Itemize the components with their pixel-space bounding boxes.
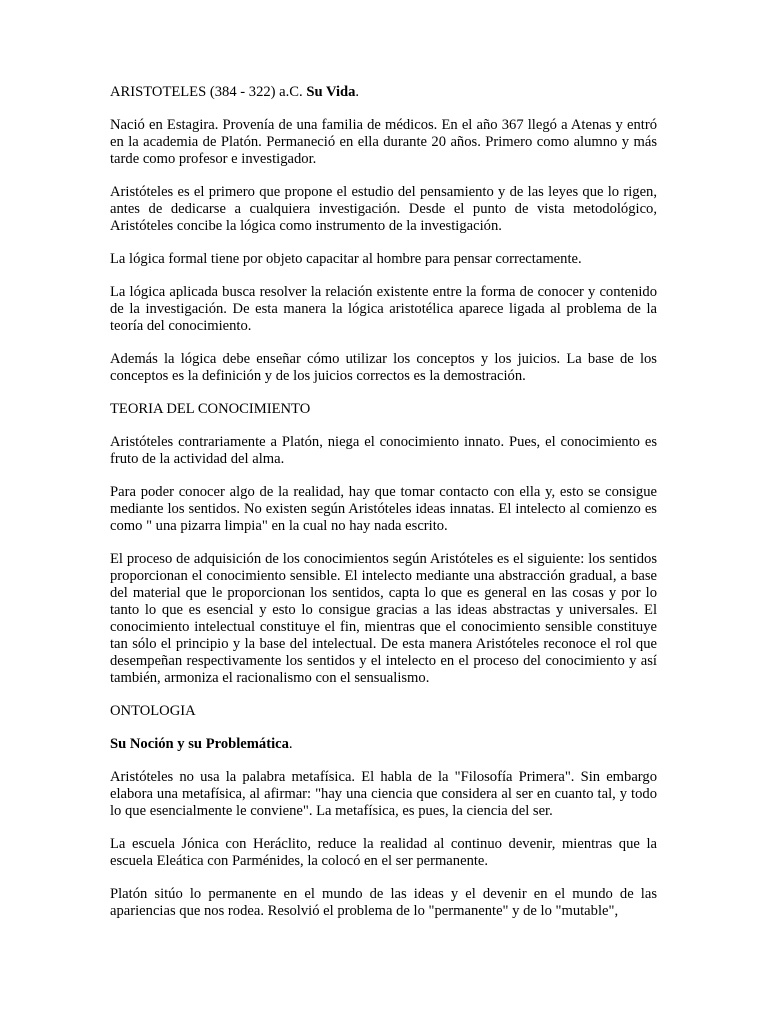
section-heading: TEORIA DEL CONOCIMIENTO — [110, 401, 311, 417]
paragraph: El proceso de adquisición de los conocimientos según Aristóteles es el siguiente: los sentidos proporcionan el conocimiento sensible. El intelecto mediante una abstracción gradual, a base del material que le proporcionan los sentidos, capta lo que es general en las cosas y por lo tanto lo que es esencial y esto lo consigue gracias a las ideas abstractas y universales. El conocimiento intelectual constituye el fin, mientras que el conocimiento sensible constituye tan sólo el principio y la base del intelectual. De esta manera Aristóteles reconoce el rol que desempeñan respectivamente los sentidos y el intelecto en el proceso del conocimiento y así también, armoniza el racionalismo con el sensualismo. — [110, 551, 657, 686]
paragraph: La lógica formal tiene por objeto capacitar al hombre para pensar correctamente. — [110, 251, 582, 267]
subheading-suffix: . — [288, 736, 293, 752]
title-line — [110, 84, 657, 101]
paragraph: La lógica aplicada busca resolver la relación existente entre la forma de conocer y contenido de la investigación. De esta manera la lógica aristotélica aparece ligada al problema de la teoría del conocimiento. — [110, 284, 657, 334]
section-heading: ONTOLOGIA — [110, 703, 196, 719]
subheading-bold: Su Noción y su Problemática — [110, 736, 289, 752]
subheading — [110, 736, 657, 753]
title-suffix: . — [355, 84, 360, 100]
title-prefix: ARISTOTELES (384 - 322) a.C. — [110, 84, 307, 100]
paragraph: La escuela Jónica con Heráclito, reduce la realidad al continuo devenir, mientras que la escuela Eleática con Parménides, la colocó en el ser permanente. — [110, 836, 657, 869]
paragraph: Para poder conocer algo de la realidad, hay que tomar contacto con ella y, esto se consigue mediante los sentidos. No existen según Aristóteles ideas innatas. El intelecto al comienzo es como " una pizarra limpia" en la cual no hay nada escrito. — [110, 484, 657, 534]
paragraph: Aristóteles contrariamente a Platón, niega el conocimiento innato. Pues, el conocimiento es fruto de la actividad del alma. — [110, 434, 657, 467]
paragraph: Platón sitúo lo permanente en el mundo de las ideas y el devenir en el mundo de las apariencias que nos rodea. Resolvió el problema de lo "permanente" y de lo "mutable", — [110, 886, 657, 919]
paragraph: Aristóteles no usa la palabra metafísica. El habla de la "Filosofía Primera". Sin embargo elabora una metafísica, al afirmar: "hay una ciencia que considera al ser en cuanto tal, y todo lo que esencialmente le conviene". La metafísica, es pues, la ciencia del ser. — [110, 769, 657, 819]
paragraph: Aristóteles es el primero que propone el estudio del pensamiento y de las leyes que lo rigen, antes de dedicarse a cualquiera investigación. Desde el punto de vista metodológico, Aristóteles concibe la lógica como instrumento de la investigación. — [110, 184, 657, 234]
paragraph: Además la lógica debe enseñar cómo utilizar los conceptos y los juicios. La base de los conceptos es la definición y de los juicios correctos es la demostración. — [110, 351, 657, 384]
title-bold: Su Vida — [306, 84, 356, 100]
document-page — [110, 84, 657, 936]
paragraph: Nació en Estagira. Provenía de una familia de médicos. En el año 367 llegó a Atenas y entró en la academia de Platón. Permaneció en ella durante 20 años. Primero como alumno y más tarde como profesor e investigador. — [110, 117, 657, 167]
